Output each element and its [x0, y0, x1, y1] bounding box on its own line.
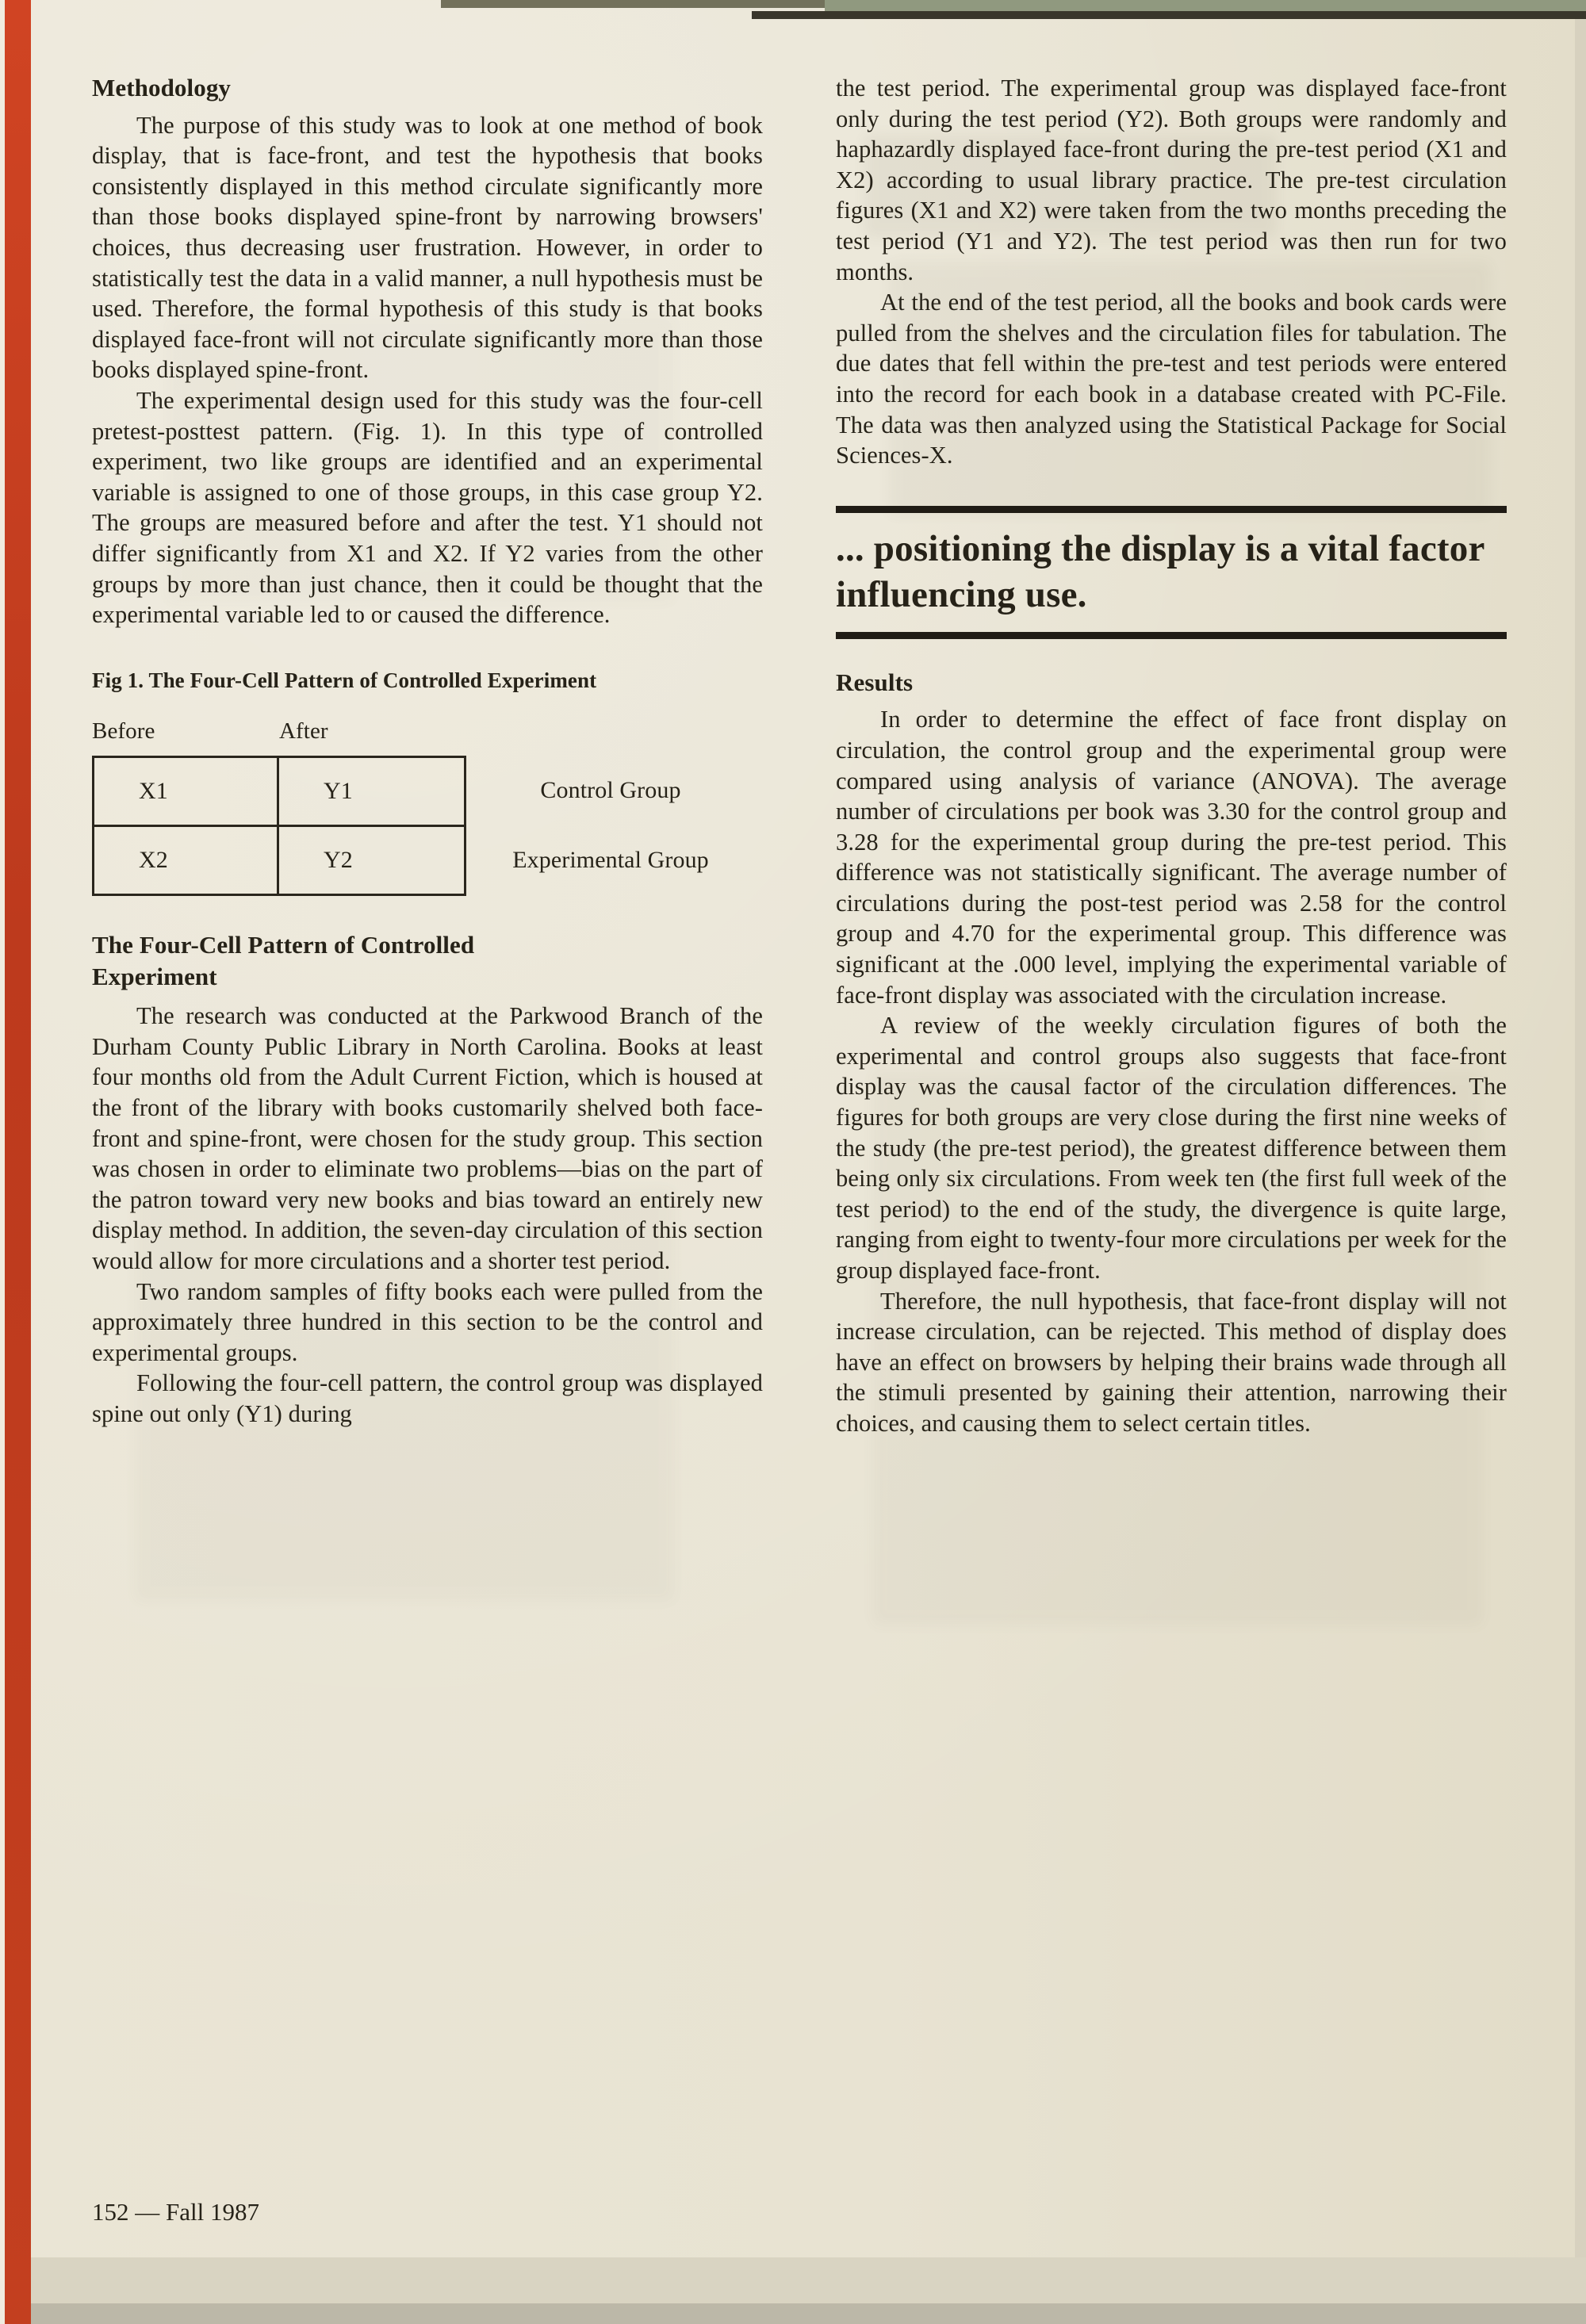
- section-heading-methodology: Methodology: [92, 74, 232, 101]
- paragraph-research: The research was conducted at the Parkwood Branch of the Durham County Public Library in North Carolina. Books at least four months old from the Adult Current Fiction, which is housed at the front of the library with books customarily shelved both face-front and spine-front, were chosen for the study group. This section was chosen in order to eliminate two problems—bias on the part of the patron toward very new books and bias toward an entirely new display method. In addition, the seven-day circulation of this section would allow for more circulations and a shorter test period.: [92, 1002, 763, 1275]
- footer-page-number: 152 — Fall 1987: [92, 2198, 259, 2226]
- scan-bed-bottom: [0, 2303, 1586, 2324]
- pull-quote-rule-bottom: [836, 632, 1507, 639]
- table-cell-y1: Y1: [324, 777, 353, 804]
- figure-1: [92, 667, 763, 897]
- pull-quote-text: ... positioning the display is a vital factor influencing use.: [836, 527, 1484, 615]
- row-label-experimental-group: Experimental Group: [512, 847, 709, 874]
- paragraph-end-of-test: At the end of the test period, all the books and book cards were pulled from the shelves and the circulation files for tabulation. The due dates that fell within the pre-test and test periods were entered into the record for each book in a database created with PC-File. The data was then analyzed using the Statistical Package for Social Sciences-X.: [836, 289, 1507, 469]
- pull-quote-rule-top: [836, 506, 1507, 513]
- left-column: [92, 73, 763, 1430]
- pull-quote: [836, 506, 1507, 639]
- red-edge-strip: [5, 0, 31, 2324]
- row-label-control-group: Control Group: [540, 777, 681, 804]
- section-heading-results: Results: [836, 668, 914, 696]
- figure-header-after: After: [279, 718, 328, 744]
- figure-row-labels: [511, 756, 711, 896]
- paragraph-test-period: the test period. The experimental group was displayed face-front only during the test period (Y2). Both groups were randomly and haphazardly displayed face-front during the pre-test period (X1 and X2) according to usual library practice. The pre-test circulation figures (X1 and X2) were taken from the two months preceding the test period (Y1 and Y2). The test period was then run for two months.: [836, 75, 1507, 285]
- paragraph-null-hypothesis: Therefore, the null hypothesis, that face-front display will not increase circulation, can be rejected. This method of display does have an effect on browsers by helping their brains wade through all the stimuli presented by gaining their attention, narrowing their choices, and causing them to select certain titles.: [836, 1287, 1507, 1437]
- table-cell-y2: Y2: [324, 846, 353, 873]
- figure-column-headers: [92, 716, 466, 747]
- paragraph-purpose: The purpose of this study was to look at one method of book display, that is face-front, and test the hypothesis that books consistently displayed in this method circulate significantly more than those books displayed spine-front by narrowing browsers' choices, thus decreasing user frustration. However, in order to statistically test the data in a valid manner, a null hypothesis must be used. Therefore, the formal hypothesis of this study is that books displayed face-front will not circulate significantly more than those books displayed spine-front.: [92, 111, 763, 384]
- paragraph-anova: In order to determine the effect of face front display on circulation, the control group and the experimental group were compared using analysis of variance (ANOVA). The average number of circulations per book was 3.30 for the control group and 3.28 for the experimental group during the pre-test period. This difference was not statistically significant. The average number of circulations during the post-test period was 2.58 for the control group and 4.70 for the experimental group. This difference was significant at the .000 level, implying the experimental variable of face-front display was associated with the circulation increase.: [836, 706, 1507, 1009]
- page-edge-bottom: [0, 2257, 1586, 2303]
- table-row-control: [94, 758, 464, 825]
- section-heading-four-cell: The Four-Cell Pattern of Controlled Experiment: [92, 931, 475, 991]
- figure-header-before: Before: [92, 718, 155, 744]
- figure-table: [92, 756, 466, 896]
- table-cell-x1: X1: [94, 758, 279, 825]
- figure-body: [92, 756, 763, 896]
- page-edge-right: [1575, 0, 1586, 2324]
- paragraph-weekly-review: A review of the weekly circulation figures of both the experimental and control groups also suggests that face-front display was the causal factor of the circulation differences. The figures for both groups are very close during the first nine weeks of the study (the pre-test period), the greatest difference between them being only six circulations. From week ten (the first full week of the test period) to the end of the study, the divergence is quite large, ranging from eight to twenty-four more circulations per week for the group displayed face-front.: [836, 1012, 1507, 1284]
- paragraph-design: The experimental design used for this study was the four-cell pretest-posttest pattern. (Fig. 1). In this type of controlled experiment, two like groups are identified and an experimental variable is assigned to one of those groups, in this case group Y2. The groups are measured before and after the test. Y1 should not differ significantly from X1 and X2. If Y2 varies from the other groups by more than just chance, then it could be thought that the experimental variable led to or caused the difference.: [92, 386, 763, 629]
- figure-caption: Fig 1. The Four-Cell Pattern of Controlled Experiment: [92, 668, 597, 692]
- table-cell-x2: X2: [94, 827, 279, 894]
- adjacent-page-edge-olive: [441, 0, 853, 8]
- right-column: [836, 73, 1507, 1439]
- paragraph-samples: Two random samples of fifty books each were pulled from the approximately three hundred in this section to be the control and experimental groups.: [92, 1277, 763, 1366]
- adjacent-page-edge-shadow: [752, 11, 1586, 19]
- paragraph-following: Following the four-cell pattern, the control group was displayed spine out only (Y1) during: [92, 1369, 763, 1427]
- adjacent-page-edge-green: [825, 0, 1586, 12]
- table-row-experimental: [94, 825, 464, 894]
